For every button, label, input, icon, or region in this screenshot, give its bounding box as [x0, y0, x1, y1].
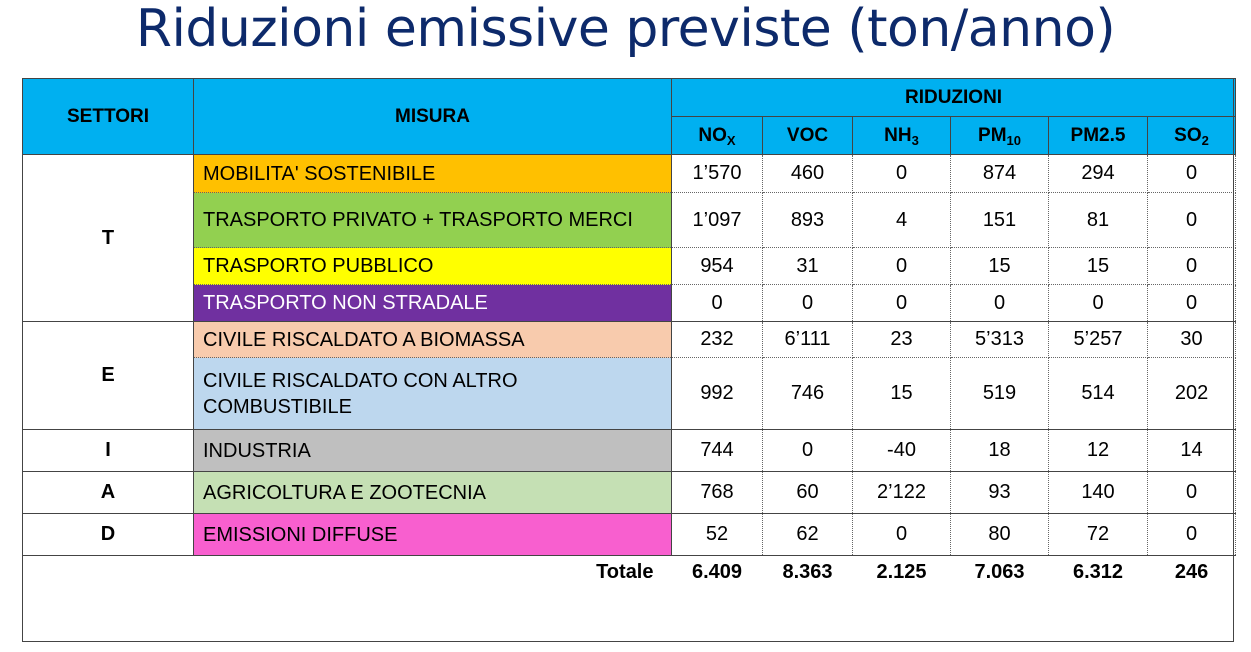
value-cell: 744 [672, 430, 763, 472]
total-value-cell: 2.125 [876, 561, 927, 584]
misura-cell: CIVILE RISCALDATO CON ALTRO COMBUSTIBILE [194, 358, 672, 430]
value-cell: 0 [1148, 514, 1236, 556]
totals-label: Totale [596, 561, 654, 584]
value-cell: 52 [672, 514, 763, 556]
total-value-cell: 246 [1174, 561, 1209, 584]
misura-cell: INDUSTRIA [194, 430, 672, 472]
value-cell: 0 [1148, 285, 1236, 322]
sector-cell: E [23, 322, 194, 430]
value-cell: 18 [951, 430, 1049, 472]
value-cell: 992 [672, 358, 763, 430]
value-cell: 294 [1049, 155, 1148, 193]
value-cell: 202 [1148, 358, 1236, 430]
header-col-nox: $NO_X$ [672, 117, 763, 155]
total-value-cell: 6.409 [691, 561, 743, 584]
value-cell: 15 [951, 248, 1049, 285]
header-riduzioni: RIDUZIONI [672, 79, 1236, 117]
value-cell: 0 [1148, 248, 1236, 285]
misura-cell: MOBILITA' SOSTENIBILE [194, 155, 672, 193]
value-cell: 0 [853, 514, 951, 556]
value-cell: -40 [853, 430, 951, 472]
value-cell: 0 [853, 285, 951, 322]
value-cell: 514 [1049, 358, 1148, 430]
totals-spacer [23, 556, 194, 590]
sector-cell: A [23, 472, 194, 514]
value-cell: 140 [1049, 472, 1148, 514]
empty-cell [23, 590, 1236, 621]
value-cell: 81 [1049, 193, 1148, 248]
value-cell: 0 [1148, 472, 1236, 514]
value-cell: 0 [951, 285, 1049, 322]
sector-cell: D [23, 514, 194, 556]
totals-row [23, 556, 1236, 590]
header-col-pm10: $PM_{10}$ [951, 117, 1049, 155]
header-settori: SETTORI [23, 79, 194, 155]
value-cell: 954 [672, 248, 763, 285]
value-cell: 746 [763, 358, 853, 430]
value-cell: 460 [763, 155, 853, 193]
sector-cell: T [23, 155, 194, 322]
value-cell: 1’097 [672, 193, 763, 248]
value-cell: 151 [951, 193, 1049, 248]
misura-cell: EMISSIONI DIFFUSE [194, 514, 672, 556]
value-cell: 893 [763, 193, 853, 248]
value-cell: 4 [853, 193, 951, 248]
value-cell: 768 [672, 472, 763, 514]
value-cell: 874 [951, 155, 1049, 193]
table-row [23, 155, 1236, 193]
total-value-cell: 8.363 [782, 561, 833, 584]
value-cell: 0 [853, 248, 951, 285]
page-title: Riduzioni emissive previste (ton/anno) [135, 0, 1116, 59]
header-col-voc: VOC [763, 117, 853, 155]
value-cell: 15 [853, 358, 951, 430]
value-cell: 0 [1148, 193, 1236, 248]
misura-cell: AGRICOLTURA E ZOOTECNIA [194, 472, 672, 514]
value-cell: 31 [763, 248, 853, 285]
value-cell: 12 [1049, 430, 1148, 472]
misura-cell: TRASPORTO PUBBLICO [194, 248, 672, 285]
value-cell: 80 [951, 514, 1049, 556]
table-row [23, 285, 1236, 322]
sector-cell: I [23, 430, 194, 472]
total-value-cell: 6.312 [1072, 561, 1124, 584]
table-row [23, 322, 1236, 358]
value-cell: 15 [1049, 248, 1148, 285]
value-cell: 72 [1049, 514, 1148, 556]
value-cell: 0 [763, 285, 853, 322]
value-cell: 62 [763, 514, 853, 556]
header-col-pm25: PM2.5 [1049, 117, 1148, 155]
value-cell: 0 [1049, 285, 1148, 322]
value-cell: 2’122 [853, 472, 951, 514]
value-cell: 0 [1148, 155, 1236, 193]
value-cell: 0 [672, 285, 763, 322]
table-row [23, 358, 1236, 430]
table-row [23, 430, 1236, 472]
misura-cell: TRASPORTO NON STRADALE [194, 285, 672, 322]
header-col-nh3: $NH_3$ [853, 117, 951, 155]
misura-cell: CIVILE RISCALDATO A BIOMASSA [194, 322, 672, 358]
value-cell: 6’111 [763, 322, 853, 358]
value-cell: 60 [763, 472, 853, 514]
value-cell: 30 [1148, 322, 1236, 358]
value-cell: 1’570 [672, 155, 763, 193]
value-cell: 232 [672, 322, 763, 358]
value-cell: 5’257 [1049, 322, 1148, 358]
empty-row [23, 590, 1236, 621]
value-cell: 14 [1148, 430, 1236, 472]
value-cell: 0 [853, 155, 951, 193]
emissions-table [22, 78, 1236, 621]
value-cell: 93 [951, 472, 1049, 514]
value-cell: 23 [853, 322, 951, 358]
table-row [23, 472, 1236, 514]
header-col-so2: $SO_2$ [1148, 117, 1236, 155]
value-cell: 0 [763, 430, 853, 472]
header-misura: MISURA [194, 79, 672, 155]
value-cell: 519 [951, 358, 1049, 430]
value-cell: 5’313 [951, 322, 1049, 358]
table-row [23, 514, 1236, 556]
table-row [23, 248, 1236, 285]
table-row [23, 193, 1236, 248]
total-value-cell: 7.063 [974, 561, 1025, 584]
misura-cell: TRASPORTO PRIVATO + TRASPORTO MERCI [194, 193, 672, 248]
